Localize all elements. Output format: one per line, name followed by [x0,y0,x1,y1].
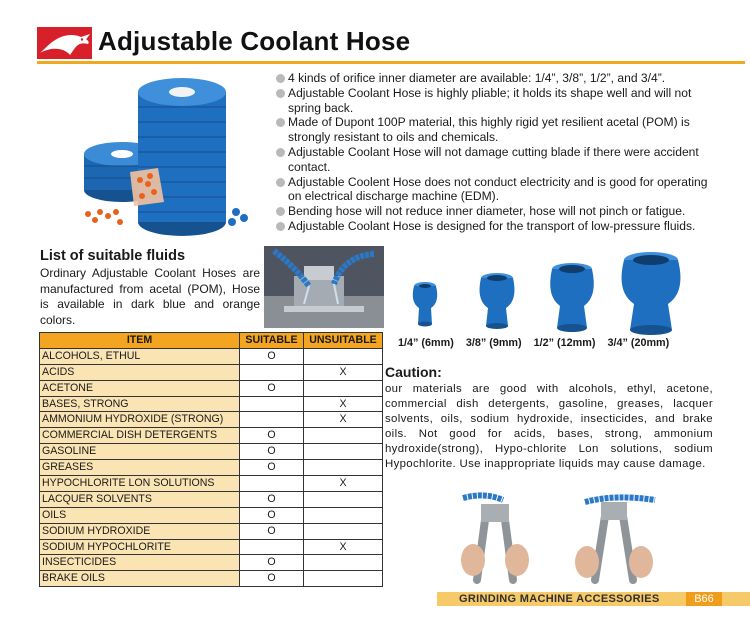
size-label: 1/4” (6mm) [398,337,454,349]
feature-item: Adjustable Coolant Hose is highly pliable; it holds its shape well and will not spring back. [276,86,716,116]
bullet-dot-icon [276,89,285,98]
cell-suitable: O [240,380,304,396]
table-row [40,396,383,412]
bullet-dot-icon [276,178,285,187]
feature-item: Adjustable Coolant Hose is designed for the transport of low-pressure fluids. [276,219,716,234]
cell-item: GASOLINE [40,444,240,460]
fluids-description: Ordinary Adjustable Coolant Hoses are manufactured from acetal (POM), Hose is available in dark blue and orange colors. [40,266,260,327]
cell-item: SODIUM HYDROXIDE [40,523,240,539]
cell-suitable: O [240,507,304,523]
cell-suitable [240,476,304,492]
table-row [40,539,383,555]
table-header-row [40,333,383,349]
cell-unsuitable [304,523,383,539]
nozzle-sizes-photo [400,250,700,335]
cell-item: ACIDS [40,364,240,380]
table-row [40,460,383,476]
cell-unsuitable [304,380,383,396]
table-row [40,476,383,492]
table-row [40,380,383,396]
page-title: Adjustable Coolant Hose [98,26,411,56]
cell-item: OILS [40,507,240,523]
hose-spools-photo [60,72,270,242]
table-row [40,555,383,571]
cell-unsuitable: X [304,539,383,555]
feature-item: Adjustable Coolant Hose will not damage cutting blade if there were accident contact. [276,145,716,175]
cell-suitable: O [240,444,304,460]
cell-item: SODIUM HYPOCHLORITE [40,539,240,555]
cell-item: ACETONE [40,380,240,396]
cell-unsuitable: X [304,396,383,412]
cell-item: ALCOHOLS, ETHUL [40,348,240,364]
cell-item: BRAKE OILS [40,571,240,587]
feature-list [276,71,716,234]
cell-suitable [240,412,304,428]
table-row [40,571,383,587]
brand-logo [37,27,92,59]
cell-unsuitable [304,428,383,444]
bullet-dot-icon [276,74,285,83]
bullet-dot-icon [276,118,285,127]
cell-suitable: O [240,460,304,476]
fluid-compatibility-table [39,332,383,587]
eagle-logo-icon [37,27,92,59]
nozzle-size-labels [398,337,700,349]
cell-item: LACQUER SOLVENTS [40,491,240,507]
cell-item: COMMERCIAL DISH DETERGENTS [40,428,240,444]
table-row [40,444,383,460]
cell-suitable: O [240,428,304,444]
size-label: 3/4” (20mm) [607,337,670,349]
size-label: 3/8” (9mm) [465,337,522,349]
column-header-item: ITEM [40,333,240,349]
table-row [40,364,383,380]
feature-item: Adjustable Coolent Hose does not conduct electricity and is good for operating on electrical discharge machine (EDM). [276,175,716,205]
fluids-heading: List of suitable fluids [40,248,186,264]
bullet-dot-icon [276,207,285,216]
feature-item: Bending hose will not reduce inner diameter, hose will not pinch or fatigue. [276,204,716,219]
cell-item: BASES, STRONG [40,396,240,412]
cell-suitable [240,396,304,412]
cell-unsuitable: X [304,476,383,492]
table-row [40,412,383,428]
cell-suitable: O [240,348,304,364]
table-row [40,507,383,523]
bullet-dot-icon [276,148,285,157]
feature-item: 4 kinds of orifice inner diameter are available: 1/4”, 3/8”, 1/2”, and 3/4”. [276,71,716,86]
cell-suitable: O [240,555,304,571]
feature-item: Made of Dupont 100P material, this highly rigid yet resilient acetal (POM) is strongly resistant to oils and chemicals. [276,115,716,145]
table-row [40,428,383,444]
cell-suitable: O [240,523,304,539]
caution-text: our materials are good with alcohols, ethyl, acetone, commercial dish detergents, gasoline, greases, lacquer solvents, oils, sodium hydroxide, insecticides, and brake oils. Not good for acids, bases, strong, ammonium hydroxide(strong), Hypo-chlorite Lon solutions, sodium Hypochlorite. Use inappropriate liquids may cause damage. [385,383,713,471]
cell-suitable: O [240,491,304,507]
cell-unsuitable: X [304,412,383,428]
cell-unsuitable: X [304,364,383,380]
cell-item: INSECTICIDES [40,555,240,571]
cell-item: AMMONIUM HYDROXIDE (STRONG) [40,412,240,428]
cell-unsuitable [304,348,383,364]
cell-suitable [240,539,304,555]
size-label: 1/2” (12mm) [533,337,596,349]
machine-coolant-photo [264,246,384,328]
bullet-dot-icon [276,222,285,231]
cell-unsuitable [304,460,383,476]
cell-unsuitable [304,571,383,587]
table-row [40,491,383,507]
footer-section-label: GRINDING MACHINE ACCESSORIES [459,593,660,605]
table-row [40,523,383,539]
title-underline [37,61,745,64]
column-header-unsuitable: UNSUITABLE [304,333,383,349]
column-header-suitable: SUITABLE [240,333,304,349]
cell-unsuitable [304,491,383,507]
caution-heading: Caution: [385,364,442,380]
cell-suitable [240,364,304,380]
table-row [40,348,383,364]
cell-item: HYPOCHLORITE LON SOLUTIONS [40,476,240,492]
assembly-pliers-photo [455,490,675,585]
cell-unsuitable [304,555,383,571]
cell-item: GREASES [40,460,240,476]
page-number: B66 [694,593,714,605]
cell-unsuitable [304,444,383,460]
cell-suitable: O [240,571,304,587]
cell-unsuitable [304,507,383,523]
